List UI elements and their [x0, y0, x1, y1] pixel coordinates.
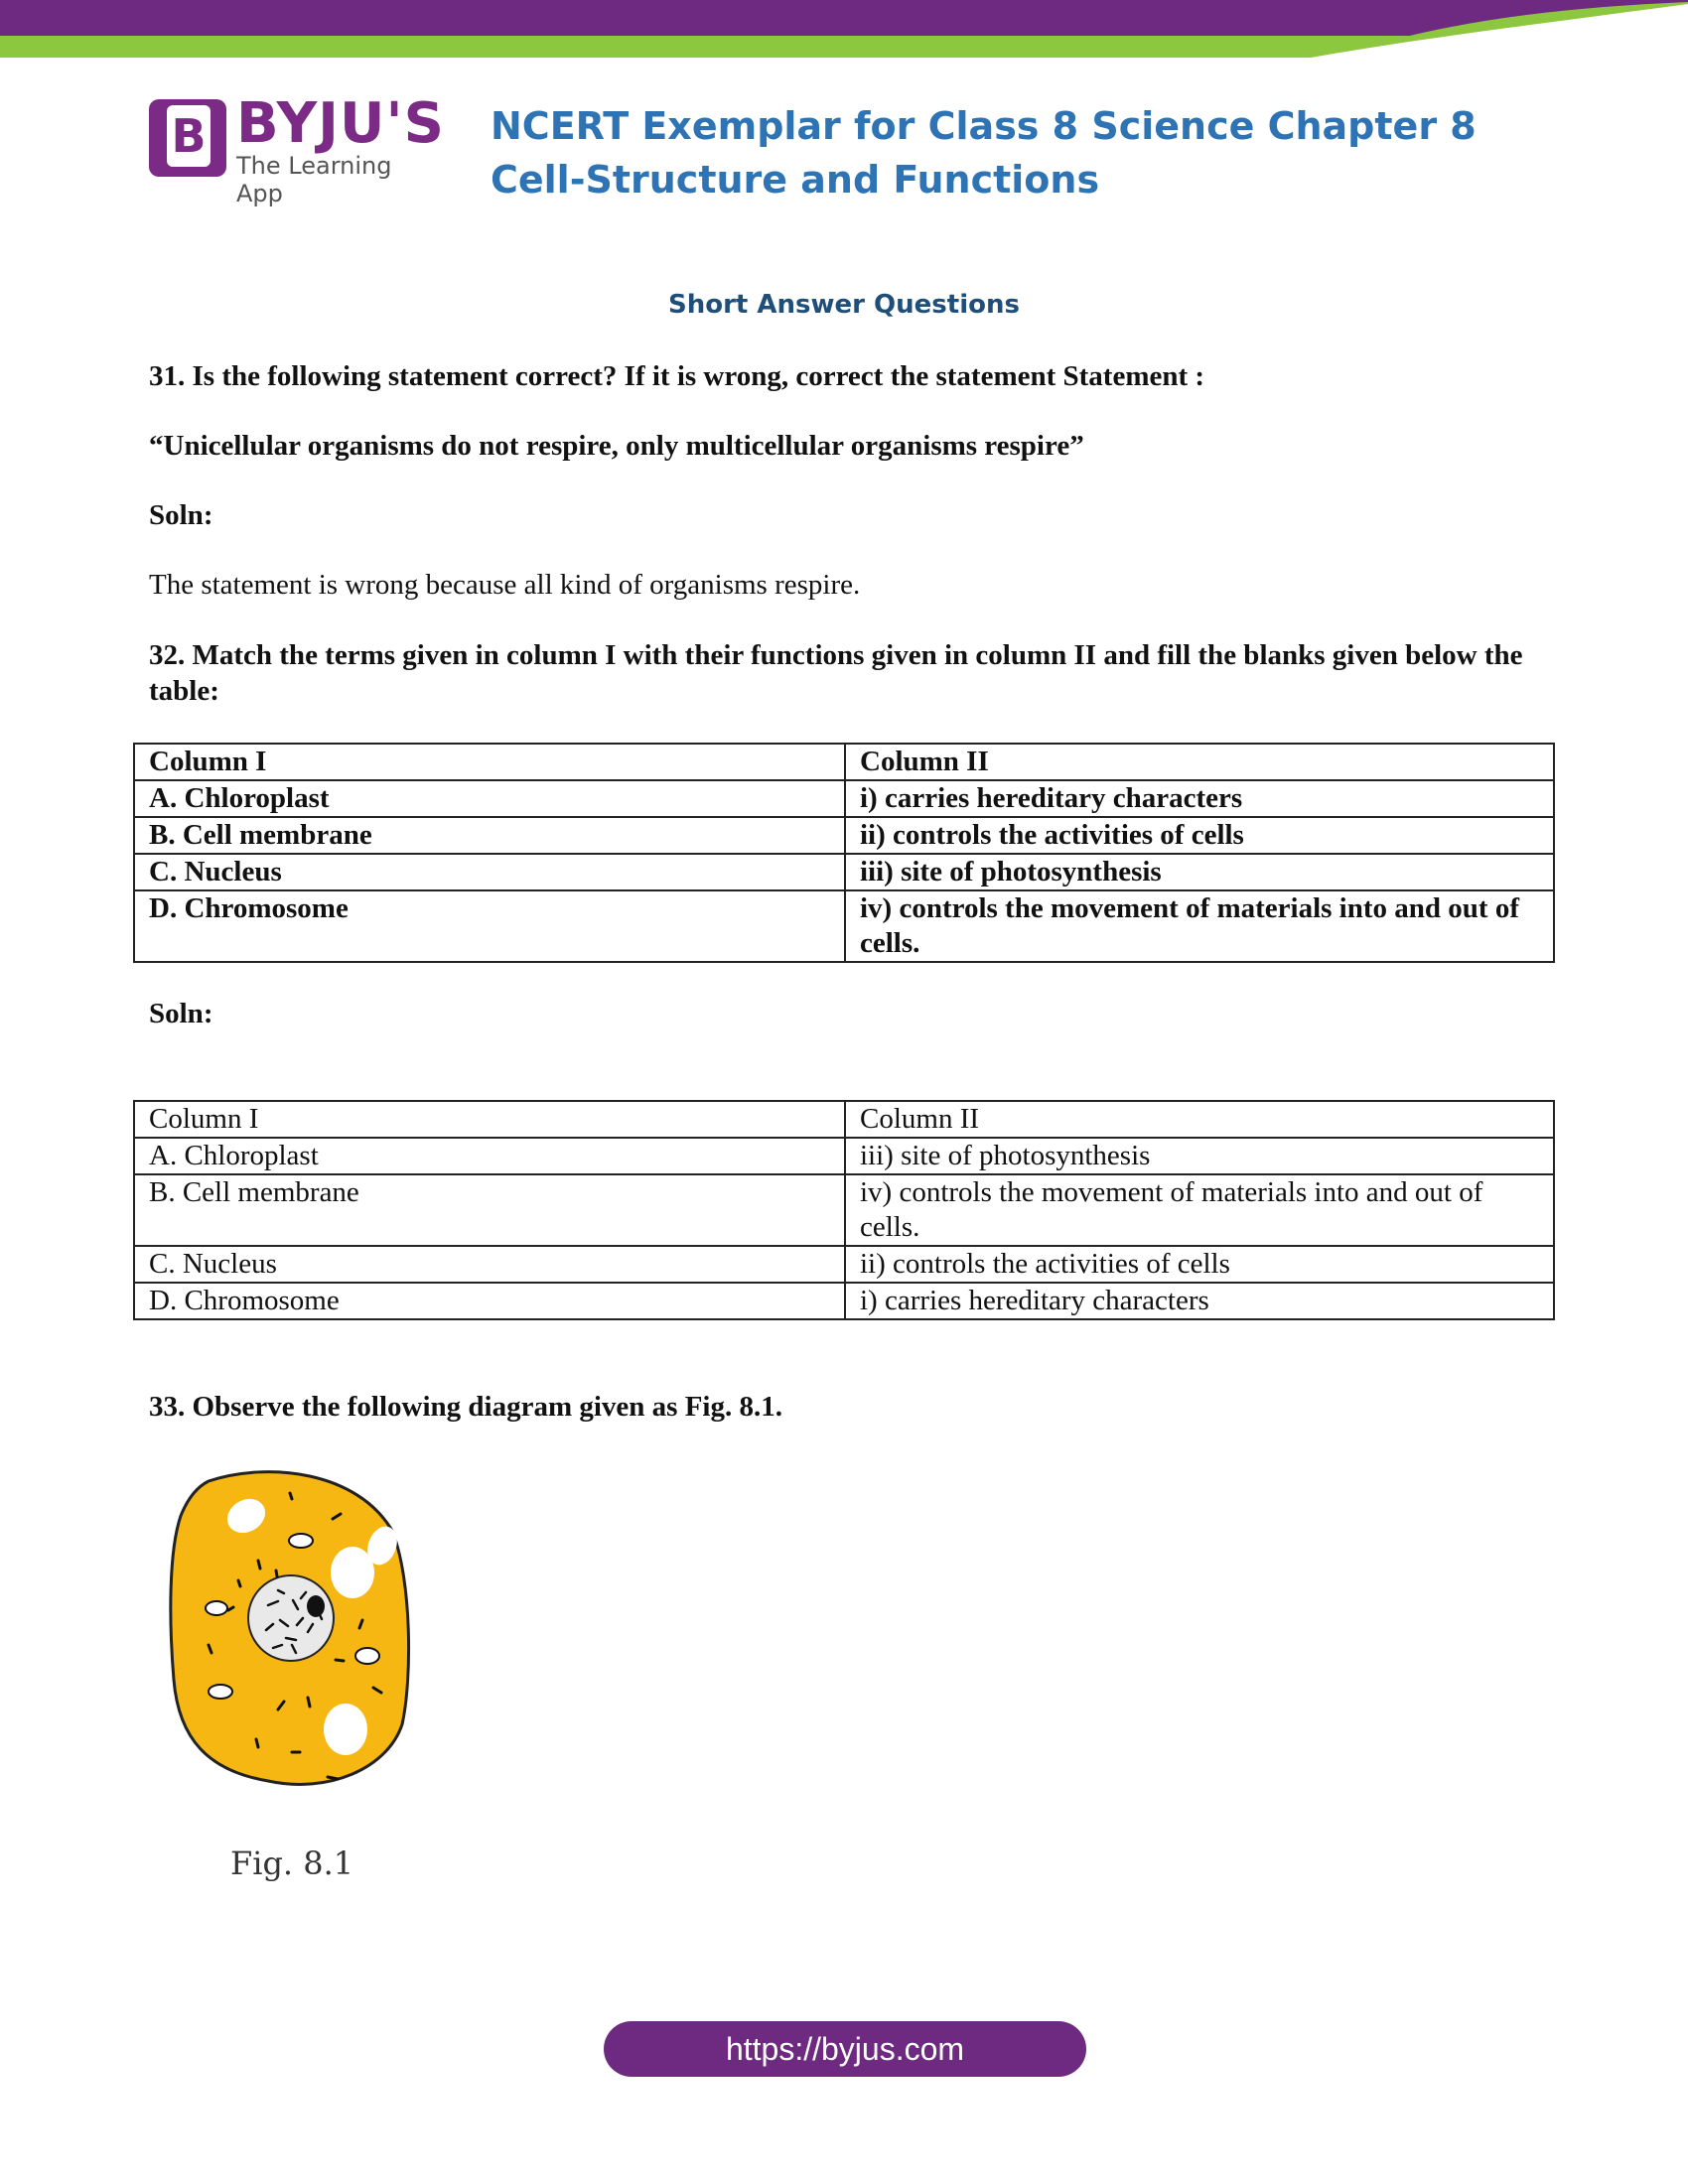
vacuole	[324, 1704, 367, 1755]
nucleolus	[307, 1595, 325, 1617]
footer-url-link[interactable]: https://byjus.com	[604, 2021, 1086, 2077]
table-row	[134, 780, 1554, 817]
table-header-cell: Column I	[134, 744, 845, 780]
table-row	[134, 890, 1554, 962]
table-cell: C. Nucleus	[134, 854, 845, 890]
table-cell: D. Chromosome	[134, 1283, 845, 1319]
table-row	[134, 854, 1554, 890]
table-row	[134, 1174, 1554, 1246]
question-31-statement: “Unicellular organisms do not respire, only multicellular organisms respire”	[149, 430, 1084, 462]
soln-label-32: Soln:	[149, 998, 213, 1029]
table-row	[134, 1138, 1554, 1174]
table-header-cell: Column II	[845, 744, 1554, 780]
table-cell: iii) site of photosynthesis	[845, 854, 1554, 890]
table-header-row	[134, 744, 1554, 780]
document-title: NCERT Exemplar for Class 8 Science Chapter 8 Cell-Structure and Functions	[491, 104, 1477, 202]
table-cell: i) carries hereditary characters	[845, 1283, 1554, 1319]
table-row	[134, 1283, 1554, 1319]
table-cell: iii) site of photosynthesis	[845, 1138, 1554, 1174]
table-header-cell: Column I	[134, 1101, 845, 1138]
table-row	[134, 1246, 1554, 1283]
section-heading: Short Answer Questions	[668, 290, 1020, 320]
table-cell: C. Nucleus	[134, 1246, 845, 1283]
table-header-cell: Column II	[845, 1101, 1554, 1138]
question-31: 31. Is the following statement correct? If it is wrong, correct the statement Statement :	[149, 360, 1205, 392]
table-cell: i) carries hereditary characters	[845, 780, 1554, 817]
vacuole	[331, 1547, 374, 1598]
table-cell: D. Chromosome	[134, 890, 845, 962]
table-cell: A. Chloroplast	[134, 780, 845, 817]
table-cell: A. Chloroplast	[134, 1138, 845, 1174]
table-header-row	[134, 1101, 1554, 1138]
logo-tagline: The Learning App	[236, 152, 392, 207]
table-row	[134, 817, 1554, 854]
figure-caption: Fig. 8.1	[230, 1844, 354, 1882]
table-cell: B. Cell membrane	[134, 817, 845, 854]
table-cell: ii) controls the activities of cells	[845, 817, 1554, 854]
byjus-logo	[149, 91, 445, 207]
answer-table	[133, 1100, 1555, 1320]
logo-mark	[149, 99, 226, 177]
table-cell: B. Cell membrane	[134, 1174, 845, 1246]
logo-name: BYJU'S	[236, 91, 445, 156]
question-33: 33. Observe the following diagram given as Fig. 8.1.	[149, 1391, 782, 1423]
match-table	[133, 743, 1555, 963]
cell-diagram	[169, 1461, 417, 1789]
table-cell: ii) controls the activities of cells	[845, 1246, 1554, 1283]
answer-31: The statement is wrong because all kind of organisms respire.	[149, 569, 861, 601]
soln-label-31: Soln:	[149, 499, 213, 531]
logo-letter: B	[167, 105, 211, 167]
table-cell: iv) controls the movement of materials into and out of cells.	[845, 890, 1554, 962]
question-32: 32. Match the terms given in column I with their functions given in column II and fill the blanks given below the table:	[149, 639, 1523, 707]
top-banner	[0, 0, 1688, 60]
table-cell: iv) controls the movement of materials into and out of cells.	[845, 1174, 1554, 1246]
